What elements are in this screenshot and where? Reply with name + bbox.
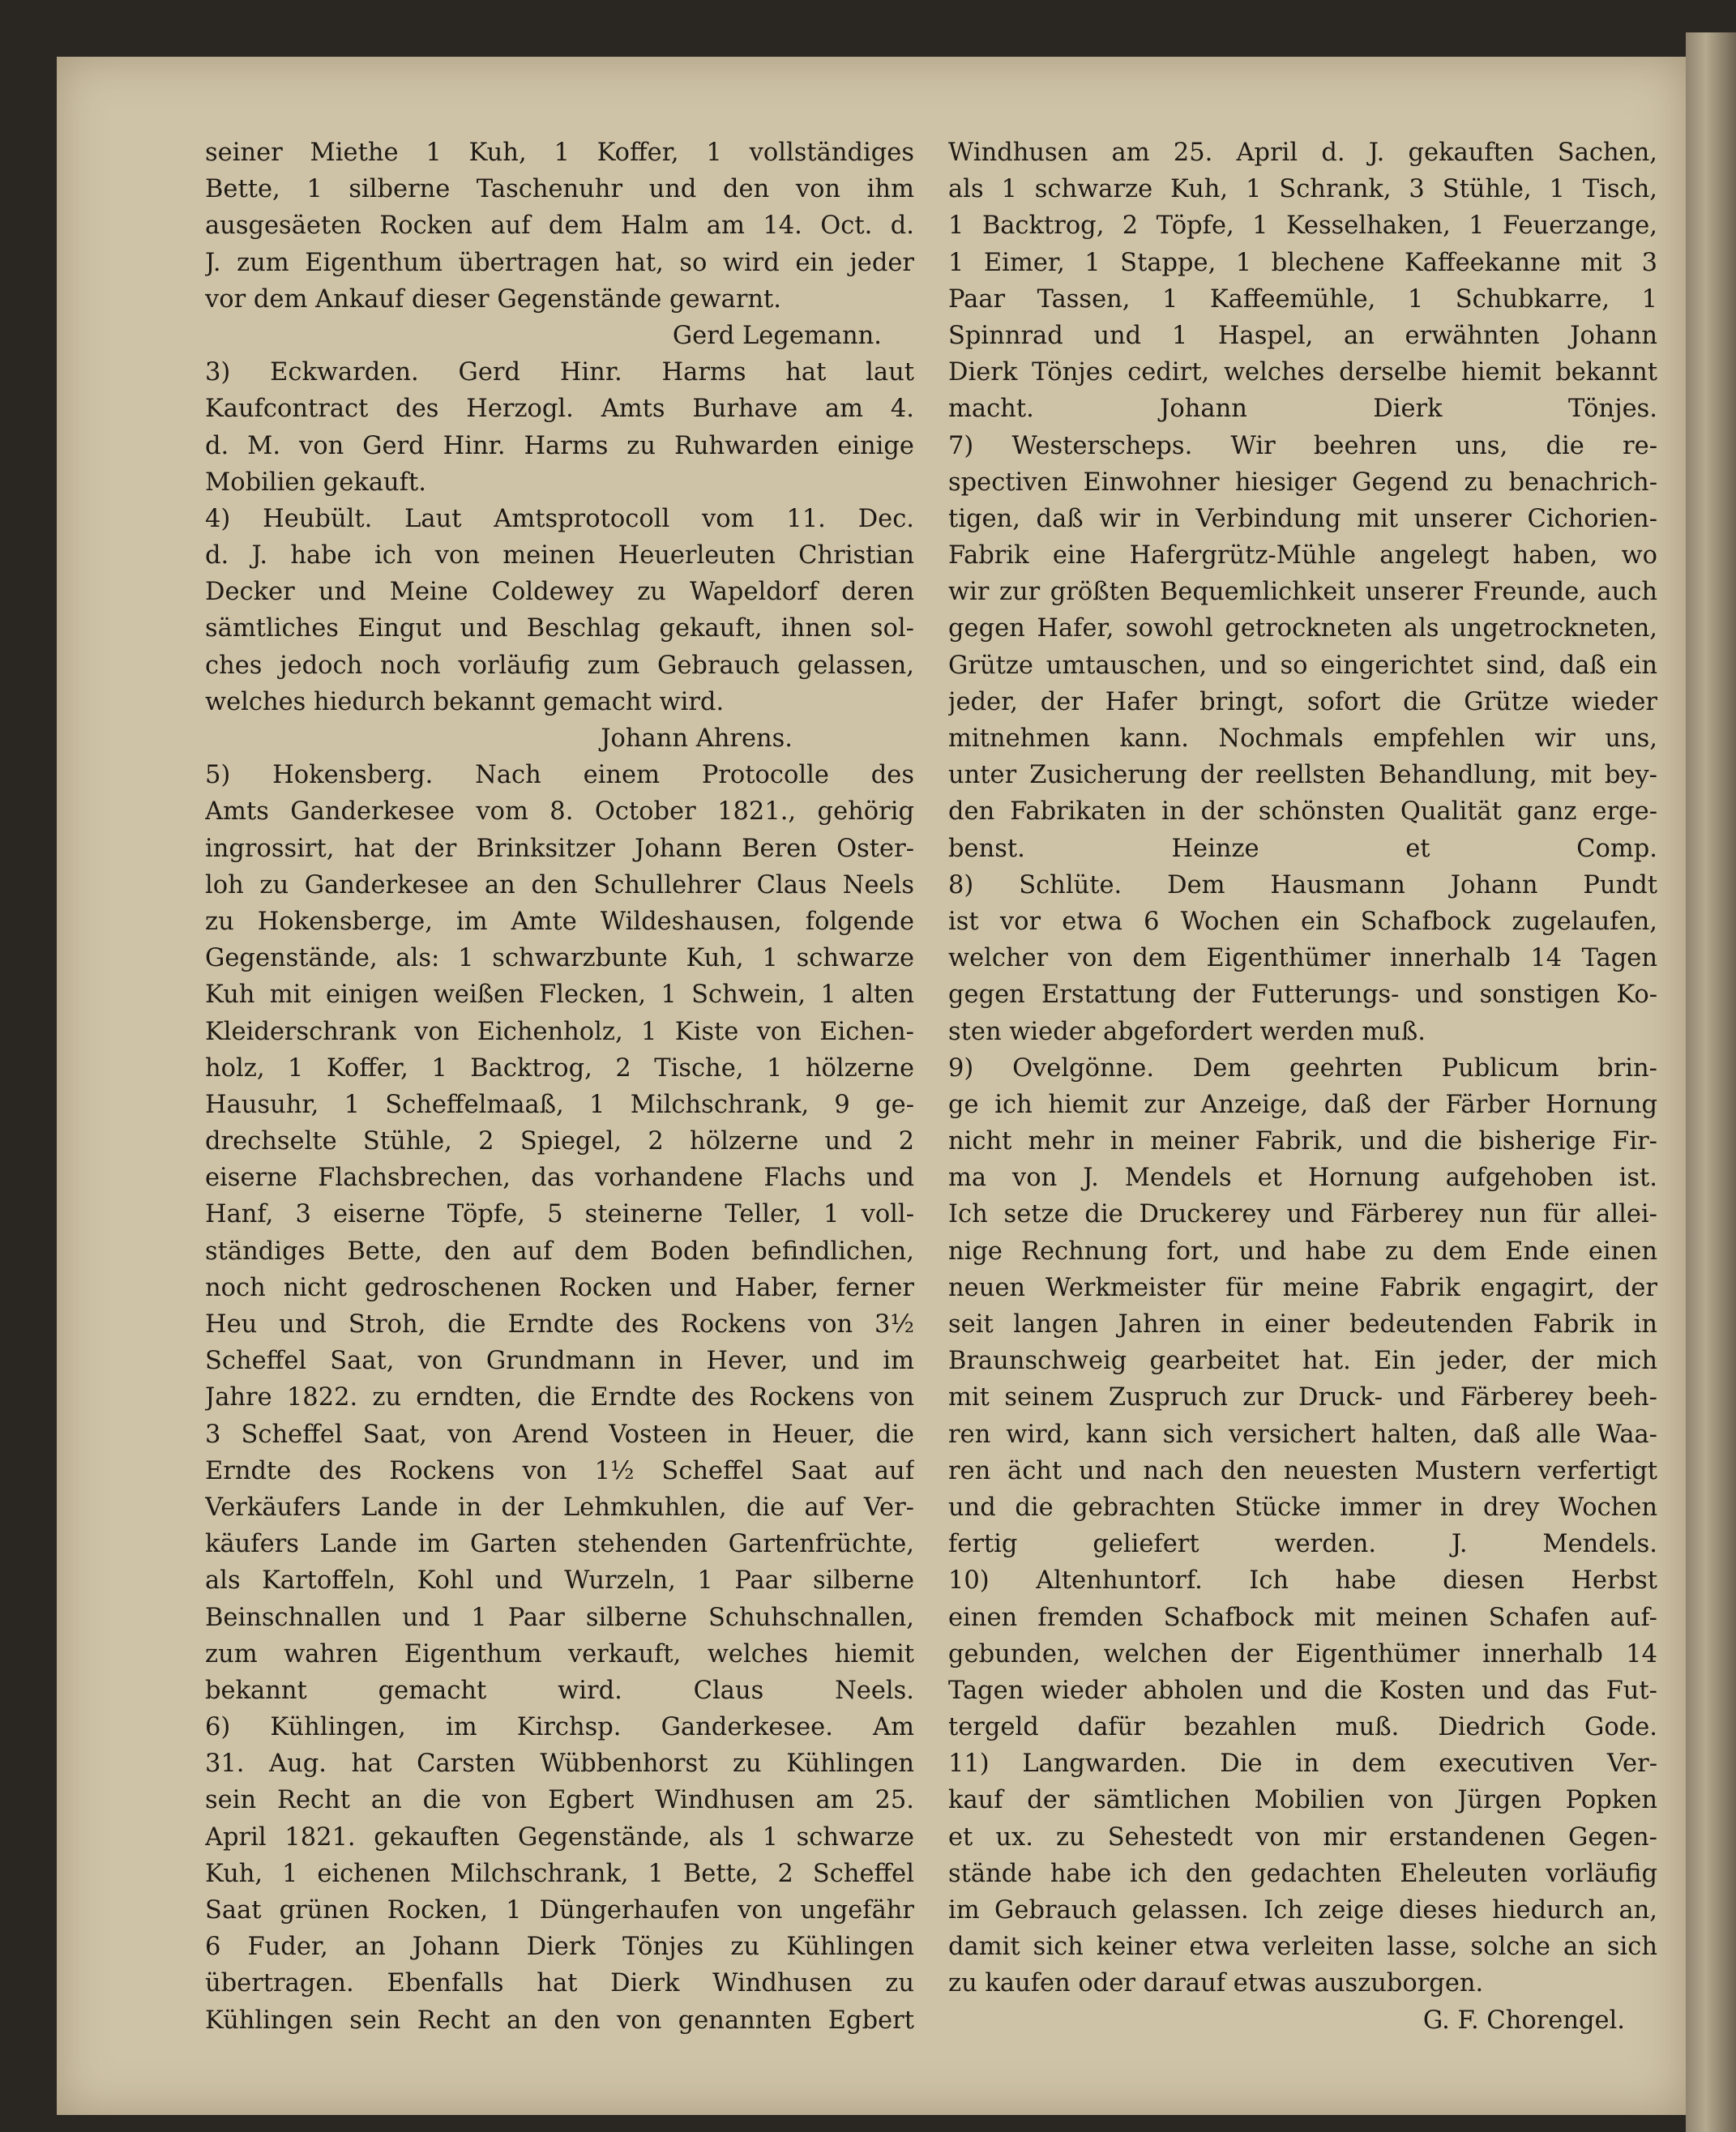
text-line: ausgesäeten Rocken auf dem Halm am 14. Oct. d. xyxy=(205,211,914,241)
text-line: seit langen Jahren in einer bedeutenden Fabrik in xyxy=(948,1310,1657,1339)
text-line: als Kartoffeln, Kohl und Wurzeln, 1 Paar silberne xyxy=(205,1566,914,1596)
text-line: holz, 1 Koffer, 1 Backtrog, 2 Tische, 1 hölzerne xyxy=(205,1053,914,1083)
text-line: fertig geliefert werden. J. Mendels. xyxy=(948,1530,1657,1559)
right-column xyxy=(948,135,1657,2039)
text-line: einen fremden Schafbock mit meinen Schafen auf- xyxy=(948,1603,1657,1632)
text-line: d. J. habe ich von meinen Heuerleuten Christian xyxy=(205,541,914,570)
text-line: sten wieder abgefordert werden muß. xyxy=(948,1017,1426,1046)
text-line: Erndte des Rockens von 1½ Scheffel Saat auf xyxy=(205,1456,914,1485)
text-line: Paar Tassen, 1 Kaffeemühle, 1 Schubkarre, 1 xyxy=(948,284,1657,314)
text-line: Kleiderschrank von Eichenholz, 1 Kiste von Eichen- xyxy=(205,1017,914,1046)
text-line: 1 Eimer, 1 Stappe, 1 blechene Kaffeekanne mit 3 xyxy=(948,248,1657,277)
text-line: tigen, daß wir in Verbindung mit unserer Cichorien- xyxy=(948,504,1657,533)
text-line: Kuh mit einigen weißen Flecken, 1 Schwein, 1 alten xyxy=(205,981,914,1010)
text-line: bekannt gemacht wird. Claus Neels. xyxy=(205,1676,914,1705)
text-line: neuen Werkmeister für meine Fabrik engagirt, der xyxy=(948,1273,1657,1302)
text-line: Ich setze die Druckerey und Färberey nun für allei- xyxy=(948,1200,1657,1229)
text-line: Verkäufers Lande in der Lehmkuhlen, die auf Ver- xyxy=(205,1493,914,1522)
text-line: ren ächt und nach den neuesten Mustern verfertigt xyxy=(948,1456,1657,1485)
text-line: Kuh, 1 eichenen Milchschrank, 1 Bette, 2 Scheffel xyxy=(205,1859,914,1888)
text-line: jeder, der Hafer bringt, sofort die Grütze wieder xyxy=(948,687,1657,716)
text-line: 8) Schlüte. Dem Hausmann Johann Pundt xyxy=(948,870,1657,899)
text-line: gegen Erstattung der Futterungs- und sonstigen Ko- xyxy=(948,981,1657,1010)
text-line: Spinnrad und 1 Haspel, an erwähnten Johann xyxy=(948,321,1657,350)
signature: G. F. Chorengel. xyxy=(1422,2006,1625,2035)
text-line: Hanf, 3 eiserne Töpfe, 5 steinerne Teller, 1 voll- xyxy=(205,1200,914,1229)
book-edge xyxy=(1686,32,1736,2132)
text-line: zum wahren Eigenthum verkauft, welches hiemit xyxy=(205,1639,914,1668)
signature: Johann Ahrens. xyxy=(601,724,793,753)
left-column xyxy=(205,135,914,2039)
text-line: nige Rechnung fort, und habe zu dem Ende einen xyxy=(948,1237,1657,1266)
text-line: loh zu Ganderkesee an den Schullehrer Claus Neels xyxy=(205,870,914,899)
text-line: April 1821. gekauften Gegenstände, als 1 schwarze xyxy=(205,1822,914,1852)
text-line: benst. Heinze et Comp. xyxy=(948,834,1657,863)
text-line: ge ich hiemit zur Anzeige, daß der Färber Hornung xyxy=(948,1090,1657,1119)
text-line: gebunden, welchen der Eigenthümer innerhalb 14 xyxy=(948,1639,1657,1668)
text-line: Fabrik eine Hafergrütz-Mühle angelegt haben, wo xyxy=(948,541,1657,570)
text-line: welcher von dem Eigenthümer innerhalb 14 Tagen xyxy=(948,944,1657,973)
text-line: Saat grünen Rocken, 1 Düngerhaufen von ungefähr xyxy=(205,1896,914,1925)
text-line: 6 Fuder, an Johann Dierk Tönjes zu Kühlingen xyxy=(205,1933,914,1962)
text-line: 5) Hokensberg. Nach einem Protocolle des xyxy=(205,761,914,790)
text-line: Jahre 1822. zu erndten, die Erndte des Rockens von xyxy=(205,1383,914,1412)
text-line: übertragen. Ebenfalls hat Dierk Windhusen zu xyxy=(205,1969,914,1998)
text-line: welches hiedurch bekannt gemacht wird. xyxy=(205,687,725,716)
text-line: sein Recht an die von Egbert Windhusen am 25. xyxy=(205,1786,914,1815)
text-line: drechselte Stühle, 2 Spiegel, 2 hölzerne und 2 xyxy=(205,1127,914,1156)
text-line: eiserne Flachsbrechen, das vorhandene Flachs und xyxy=(205,1164,914,1193)
text-line: noch nicht gedroschenen Rocken und Haber, ferner xyxy=(205,1273,914,1302)
text-line: Tagen wieder abholen und die Kosten und das Fut- xyxy=(948,1676,1657,1705)
text-line: ren wird, kann sich versichert halten, daß alle Waa- xyxy=(948,1420,1657,1449)
text-line: mit seinem Zuspruch zur Druck- und Färberey beeh- xyxy=(948,1383,1657,1412)
text-line: Amts Ganderkesee vom 8. October 1821., gehörig xyxy=(205,797,914,827)
text-line: mitnehmen kann. Nochmals empfehlen wir uns, xyxy=(948,724,1657,753)
text-line: ches jedoch noch vorläufig zum Gebrauch gelassen, xyxy=(205,651,914,680)
signature: Gerd Legemann. xyxy=(672,321,882,350)
text-line: Beinschnallen und 1 Paar silberne Schuhschnallen, xyxy=(205,1603,914,1632)
text-line: 4) Heubült. Laut Amtsprotocoll vom 11. Dec. xyxy=(205,504,914,533)
text-line: Kühlingen sein Recht an den von genannten Egbert xyxy=(205,2006,914,2035)
text-line: den Fabrikaten in der schönsten Qualität ganz erge- xyxy=(948,797,1657,827)
text-line: Dierk Tönjes cedirt, welches derselbe hiemit bekannt xyxy=(948,358,1657,387)
text-line: sämtliches Eingut und Beschlag gekauft, ihnen sol- xyxy=(205,614,914,643)
text-line: nicht mehr in meiner Fabrik, und die bisherige Fir- xyxy=(948,1127,1657,1156)
text-line: 31. Aug. hat Carsten Wübbenhorst zu Kühlingen xyxy=(205,1750,914,1779)
text-line: vor dem Ankauf dieser Gegenstände gewarnt. xyxy=(205,284,782,314)
text-line: Kaufcontract des Herzogl. Amts Burhave am 4. xyxy=(205,395,914,424)
text-line: 3) Eckwarden. Gerd Hinr. Harms hat laut xyxy=(205,358,914,387)
text-line: Heu und Stroh, die Erndte des Rockens von 3½ xyxy=(205,1310,914,1339)
text-line: tergeld dafür bezahlen muß. Diedrich Gode. xyxy=(948,1713,1657,1742)
text-line: zu kaufen oder darauf etwas auszuborgen. xyxy=(948,1969,1484,1998)
text-line: ma von J. Mendels et Hornung aufgehoben ist. xyxy=(948,1164,1657,1193)
text-line: 7) Westerscheps. Wir beehren uns, die re- xyxy=(948,431,1657,460)
text-line: damit sich keiner etwa verleiten lasse, solche an sich xyxy=(948,1933,1657,1962)
text-line: ständiges Bette, den auf dem Boden befindlichen, xyxy=(205,1237,914,1266)
text-line: und die gebrachten Stücke immer in drey Wochen xyxy=(948,1493,1657,1522)
text-line: et ux. zu Sehestedt von mir erstandenen Gegen- xyxy=(948,1822,1657,1852)
newspaper-page xyxy=(57,57,1686,2115)
text-line: stände habe ich den gedachten Eheleuten vorläufig xyxy=(948,1859,1657,1888)
text-line: Grütze umtauschen, und so eingerichtet sind, daß ein xyxy=(948,651,1657,680)
text-line: 11) Langwarden. Die in dem executiven Ver- xyxy=(948,1750,1657,1779)
text-line: zu Hokensberge, im Amte Wildeshausen, folgende xyxy=(205,907,914,936)
text-line: Hausuhr, 1 Scheffelmaaß, 1 Milchschrank, 9 ge- xyxy=(205,1090,914,1119)
text-line: Gegenstände, als: 1 schwarzbunte Kuh, 1 schwarze xyxy=(205,944,914,973)
text-line: 10) Altenhuntorf. Ich habe diesen Herbst xyxy=(948,1566,1657,1596)
text-line: gegen Hafer, sowohl getrockneten als ungetrockneten, xyxy=(948,614,1657,643)
text-line: Decker und Meine Coldewey zu Wapeldorf deren xyxy=(205,578,914,607)
text-line: spectiven Einwohner hiesiger Gegend zu benachrich- xyxy=(948,468,1657,497)
text-line: 6) Kühlingen, im Kirchsp. Ganderkesee. Am xyxy=(205,1713,914,1742)
text-line: Braunschweig gearbeitet hat. Ein jeder, der mich xyxy=(948,1347,1657,1376)
text-line: käufers Lande im Garten stehenden Gartenfrüchte, xyxy=(205,1530,914,1559)
text-line: d. M. von Gerd Hinr. Harms zu Ruhwarden einige xyxy=(205,431,914,460)
text-line: Mobilien gekauft. xyxy=(205,468,426,497)
text-line: als 1 schwarze Kuh, 1 Schrank, 3 Stühle, 1 Tisch, xyxy=(948,175,1657,204)
text-line: seiner Miethe 1 Kuh, 1 Koffer, 1 vollständiges xyxy=(205,139,914,167)
text-line: 3 Scheffel Saat, von Arend Vosteen in Heuer, die xyxy=(205,1420,914,1449)
text-line: Scheffel Saat, von Grundmann in Hever, und im xyxy=(205,1347,914,1376)
text-line: unter Zusicherung der reellsten Behandlung, mit bey- xyxy=(948,761,1657,790)
text-line: J. zum Eigenthum übertragen hat, so wird ein jeder xyxy=(205,248,914,277)
text-line: Windhusen am 25. April d. J. gekauften Sachen, xyxy=(948,139,1657,167)
text-line: macht. Johann Dierk Tönjes. xyxy=(948,395,1657,424)
text-line: ist vor etwa 6 Wochen ein Schafbock zugelaufen, xyxy=(948,907,1657,936)
text-line: wir zur größten Bequemlichkeit unserer Freunde, auch xyxy=(948,578,1657,607)
text-line: im Gebrauch gelassen. Ich zeige dieses hiedurch an, xyxy=(948,1896,1657,1925)
text-line: Bette, 1 silberne Taschenuhr und den von ihm xyxy=(205,175,914,204)
text-line: ingrossirt, hat der Brinksitzer Johann Beren Oster- xyxy=(205,834,914,863)
text-line: 1 Backtrog, 2 Töpfe, 1 Kesselhaken, 1 Feuerzange, xyxy=(948,211,1657,241)
text-line: 9) Ovelgönne. Dem geehrten Publicum brin- xyxy=(948,1053,1657,1083)
text-line: kauf der sämtlichen Mobilien von Jürgen Popken xyxy=(948,1786,1657,1815)
